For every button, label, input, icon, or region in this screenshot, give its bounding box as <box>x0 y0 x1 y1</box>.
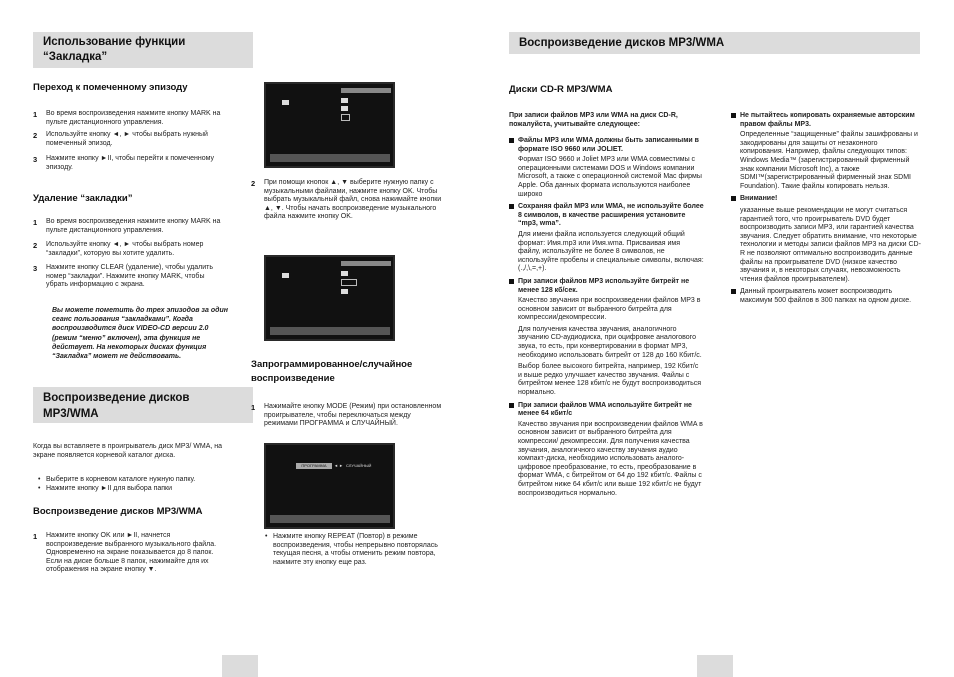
heading-delete-mark: Удаление “закладки” <box>33 193 133 204</box>
bullet-head: Сохраняя файл MP3 или WMA, не используйте более 8 символов, в качестве расширения установите “mp3, wma”. <box>518 203 704 228</box>
folder-icon <box>341 289 348 294</box>
bullet-item: • Выберите в корневом каталоге нужную папку. <box>38 476 196 483</box>
page-number-box <box>697 655 733 677</box>
bullet-body: Для имени файла используется следующий общий формат: Имя.mp3 или Имя.wma. Присваивая имя файлу, используйте не более 8 символов, не используйте пробелы и специальные символы, включая:(.,/,\,=,+). <box>518 230 704 273</box>
go-step-text: Нажмите кнопку ►II, чтобы перейти к помеченному эпизоду. <box>46 155 215 171</box>
screen-topbar <box>341 261 391 266</box>
bullet-head: При записи файлов MP3 используйте битрейт не менее 128 кб/сек. <box>518 277 690 294</box>
folder-icon <box>341 98 348 103</box>
bullet-text: Выберите в корневом каталоге нужную папку. <box>46 476 196 483</box>
folder-icon <box>282 100 289 105</box>
header-mp3-right-text: Воспроизведение дисков MP3/WMA <box>519 37 725 49</box>
bullet-head: При записи файлов WMA используйте битрейт не менее 64 кбит/с <box>518 401 692 418</box>
file-icon <box>341 279 357 286</box>
folder-icon <box>341 114 350 121</box>
bullet-item <box>509 278 704 295</box>
bullet-head: Внимание! <box>740 195 778 203</box>
step-number: 1 <box>33 218 38 227</box>
del-step-text: Нажмите кнопку CLEAR (удаление), чтобы удалить номер “закладки”. Нажмите кнопку MARK, чтобы убрать информацию с экрана. <box>46 264 213 289</box>
header-bookmark-text: Использование функции “Закладка” <box>43 36 186 63</box>
heading-go-to-mark: Переход к помеченному эпизоду <box>33 82 188 93</box>
go-step-text: Во время воспроизведения нажмите кнопку MARK на пульте дистанционного управления. <box>46 110 221 126</box>
screen-bottombar <box>270 154 390 162</box>
screen-topbar <box>341 88 391 93</box>
bullet-text: Нажмите кнопку ►II для выбора папки <box>46 484 173 492</box>
bullet-body: Качество звучания при воспроизведении файлов WMA в основном зависит от выбранного битрейта для компрессии/ декомпрессии. Для получения качества звучания, аналогичного качеству звучания аудио компакт-диска, необходимо использовать аналого-цифровое преобразование, то есть, преобразование в формат WMA, с битрейтом от 64 до 192 кбит/с. Файлы с битрейтом ниже 64 кбит/с или выше 192 кбит/с не будут воспроизводиться нормально. <box>518 420 703 497</box>
step-number: 1 <box>33 532 38 541</box>
cdr-rules-col2 <box>731 112 921 305</box>
screen-mp3-folder <box>264 82 395 168</box>
del-step-text: Используйте кнопку ◄, ► чтобы выбрать номер “закладки”, которую вы хотите удалить. <box>46 241 204 257</box>
mp3-bullets <box>37 476 237 493</box>
bullet-item <box>731 288 921 305</box>
step-number: 2 <box>251 179 256 188</box>
screen-bottombar <box>270 515 390 523</box>
page-number-box <box>222 655 258 677</box>
folder-icon <box>282 273 289 278</box>
bullet-text: Данный проигрыватель может воспроизводить максимум 500 файлов в 300 папках на одном диске. <box>740 288 912 304</box>
bullet-head: Не пытайтесь копировать охраняемые авторским правом файлы MP3. <box>740 112 915 128</box>
cdr-rules-col1 <box>509 137 704 501</box>
folder-icon <box>341 271 348 276</box>
heading-mp3-play: Воспроизведение дисков MP3/WMA <box>33 506 203 517</box>
step-number: 3 <box>33 264 38 273</box>
bullet-head: Файлы MP3 или WMA должны быть записанными в формате ISO 9660 или JOLIET. <box>518 137 699 153</box>
header-mp3-left <box>33 387 256 423</box>
bullet-body: Формат ISO 9660 и Joliet MP3 или WMA совместимы с операционными системами DOS и Windows компании Microsoft, а также с операционной системой Mac фирмы Apple. Оба данных формата используются наиболее широко <box>518 156 702 198</box>
screen-program-mode <box>264 443 395 529</box>
bullet-body: Определенные “защищенные” файлы зашифрованы и закодированы для защиты от незаконного копирования. Например, файлы следующих типов: Windows Media™ (зарегистрированный фирменный знак компании Microsoft Inc), а также SDMI™(зарегистрированный фирменный знак SDMI Foundation). Такие файлы копировать нельзя. <box>740 131 918 190</box>
mp3-step1-text: Нажмите кнопку OK или ►II, начнется воспроизведение выбранного музыкального файла. Одновременно на экране показывается до 8 папок. Если на диске больше 8 папок, нажимайте для их отображения на экране кнопку ▼. <box>46 532 217 574</box>
cdr-intro: При записи файлов MP3 или WMA на диск CD-R, пожалуйста, учитывайте следующее: <box>509 112 678 128</box>
go-step-text: Используйте кнопку ◄, ► чтобы выбрать нужный помеченный эпизод. <box>46 131 208 147</box>
bullet-body: Для получения качества звучания, аналогичного звучанию CD-аудиодиска, при оцифровке аналогового звука, то есть, при конвертировании в формат MP3, необходимо использовать битрейт от 128 до 160 Кбит/с. <box>518 325 702 359</box>
bullet-body: Выбор более высокого битрейта, например, 192 Кбит/с и выше редко улучшает качество звучания. Файлы с битрейтом менее 128 кбит/с не будут воспроизводиться нормально. <box>518 363 702 397</box>
screen-mp3-file <box>264 255 395 341</box>
step-number: 3 <box>33 155 38 164</box>
bullet-body: указанные выше рекомендации не могут считаться гарантией того, что проигрыватель DVD будет воспроизводить записи MP3, или гарантией качества звучания. Следует обратить внимание, что некоторые технологии и методы записи файлов MP3 на диски CD-R не позволяют оптимально воспроизводить данные файлы на проигрывателе DVD (низкое качество звучания и, в некоторых случаях, невозможность чтения файлов проигрывателем). <box>740 206 921 283</box>
header-bookmark <box>33 32 253 68</box>
bullet-item <box>731 112 921 129</box>
arrow-icon: ◄ ► <box>334 463 344 468</box>
program-option[interactable]: ПРОГРАММА <box>296 463 332 469</box>
random-option[interactable]: СЛУЧАЙНЫЙ <box>346 463 372 468</box>
step-number: 1 <box>33 110 38 119</box>
step-number: 1 <box>251 403 256 412</box>
header-mp3-right <box>509 32 920 54</box>
screen-bottombar <box>270 327 390 335</box>
repeat-bullet <box>264 533 444 567</box>
bullet-body: Качество звучания при воспроизведении файлов MP3 в основном зависит от выбранного битрейта для компрессии/декомпрессии. <box>518 297 701 322</box>
step-number: 2 <box>33 131 38 140</box>
bullet-item <box>509 203 704 229</box>
header-mp3-left-text: Воспроизведение дисков MP3/WMA <box>43 392 190 420</box>
step-number: 2 <box>33 241 38 250</box>
prog-step1-text: Нажимайте кнопку MODE (Режим) при остановленном проигрывателе, чтобы переключаться между режимами ПРОГРАММА и СЛУЧАЙНЫЙ. <box>264 403 442 428</box>
heading-program-random: Запрограммированное/случайное воспроизведение <box>251 359 413 384</box>
folder-icon <box>341 106 348 111</box>
mid-step2-text: При помощи кнопок ▲, ▼ выберите нужную папку с музыкальными файлами, нажмите кнопку OK. Чтобы выбрать музыкальный файл, снова нажимайте кнопки ▲, ▼. Чтобы начать воспроизведение музыкального файла нажмите кнопку OK. <box>264 179 442 221</box>
bullet-item <box>509 137 704 154</box>
bullet-text: Нажмите кнопку REPEAT (Повтор) в режиме воспроизведения, чтобы непрерывно повторялась текущая песня, а чтобы отменить режим повтора, нажмите эту кнопку еще раз. <box>273 533 438 566</box>
bullet-item: • Нажмите кнопку ►II для выбора папки <box>38 484 173 492</box>
bullet-item: • Нажмите кнопку REPEAT (Повтор) в режиме воспроизведения, чтобы непрерывно повторялась текущая песня, а чтобы отменить режим повтора, нажмите эту кнопку еще раз. <box>265 533 438 566</box>
bullet-item <box>731 195 921 204</box>
del-step-text: Во время воспроизведения нажмите кнопку MARK на пульте дистанционного управления. <box>46 218 221 234</box>
heading-cdr: Диски CD-R MP3/WMA <box>509 84 613 95</box>
bookmark-note: Вы можете пометить до трех эпизодов за один сеанс пользования “закладками”. Когда воспроизводится диск VIDEO-CD версии 2.0 (режим “меню” включен), эта функция не действует. На некоторых дисках функция “Закладка” может не действовать. <box>52 307 228 361</box>
mp3-intro: Когда вы вставляете в проигрыватель диск MP3/ WMA, на экране появляется корневой каталог диска. <box>33 443 223 459</box>
bullet-item <box>509 402 704 419</box>
